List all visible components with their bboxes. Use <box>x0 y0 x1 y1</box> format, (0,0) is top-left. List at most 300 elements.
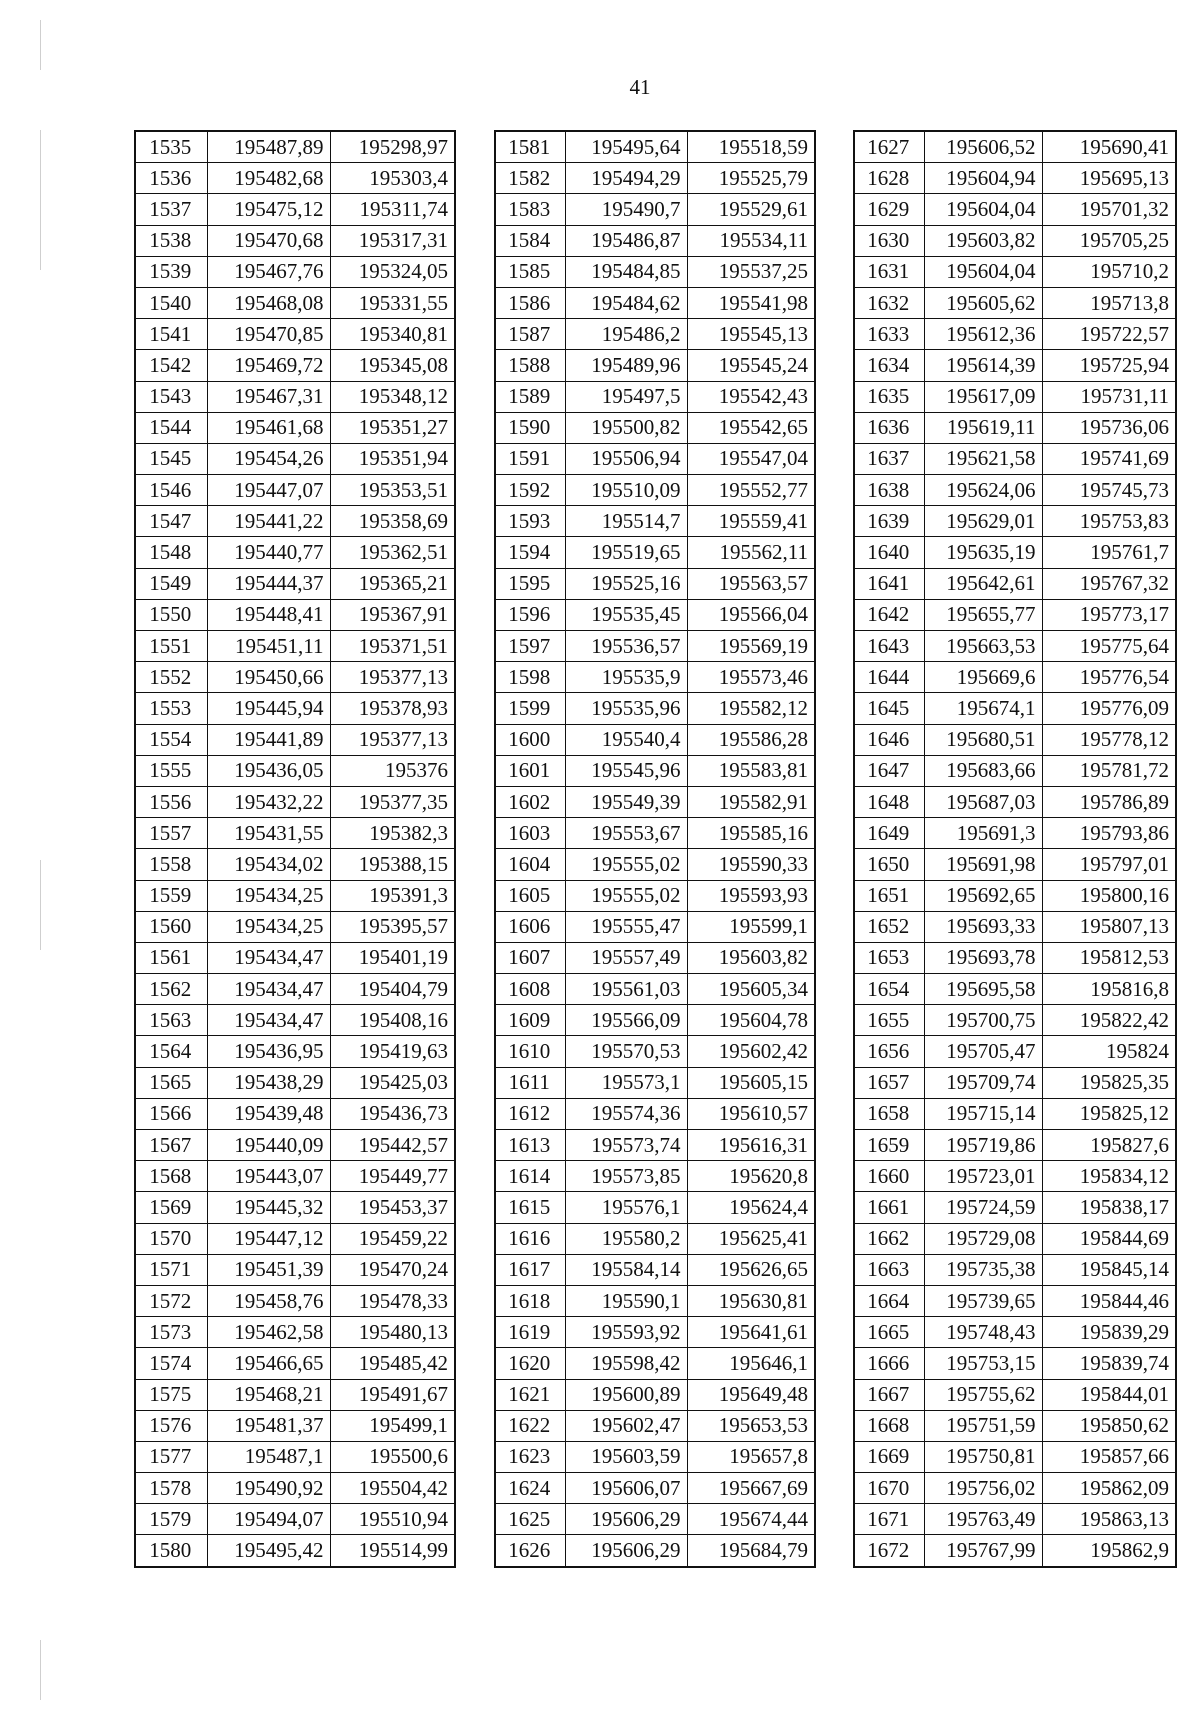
coordinate-x-cell: 195467,76 <box>207 256 330 287</box>
coordinate-x-cell: 195497,5 <box>565 381 687 412</box>
table-row <box>854 568 1176 599</box>
coordinate-x-cell: 195719,86 <box>924 1130 1042 1161</box>
coordinate-y-cell: 195674,44 <box>687 1504 815 1535</box>
coordinate-y-cell: 195585,16 <box>687 818 815 849</box>
point-number-cell: 1609 <box>495 1005 565 1036</box>
coordinate-table-1 <box>134 130 456 1568</box>
table-row <box>135 1348 455 1379</box>
coordinate-y-cell: 195348,12 <box>330 381 455 412</box>
coordinate-x-cell: 195555,02 <box>565 849 687 880</box>
point-number-cell: 1649 <box>854 818 924 849</box>
coordinate-y-cell: 195378,93 <box>330 693 455 724</box>
point-number-cell: 1671 <box>854 1504 924 1535</box>
coordinate-x-cell: 195470,68 <box>207 225 330 256</box>
coordinate-x-cell: 195451,11 <box>207 631 330 662</box>
table-row <box>495 131 815 163</box>
coordinate-x-cell: 195691,98 <box>924 849 1042 880</box>
coordinate-x-cell: 195458,76 <box>207 1285 330 1316</box>
point-number-cell: 1564 <box>135 1036 207 1067</box>
coordinate-y-cell: 195844,01 <box>1042 1379 1176 1410</box>
coordinate-x-cell: 195604,94 <box>924 163 1042 194</box>
point-number-cell: 1645 <box>854 693 924 724</box>
table-row <box>854 1005 1176 1036</box>
point-number-cell: 1570 <box>135 1223 207 1254</box>
coordinate-y-cell: 195371,51 <box>330 631 455 662</box>
coordinate-x-cell: 195436,95 <box>207 1036 330 1067</box>
table-row <box>854 1441 1176 1472</box>
point-number-cell: 1625 <box>495 1504 565 1535</box>
point-number-cell: 1557 <box>135 818 207 849</box>
coordinate-y-cell: 195667,69 <box>687 1473 815 1504</box>
point-number-cell: 1664 <box>854 1285 924 1316</box>
table-row <box>135 287 455 318</box>
table-row <box>135 1192 455 1223</box>
coordinate-y-cell: 195684,79 <box>687 1535 815 1567</box>
coordinate-y-cell: 195775,64 <box>1042 631 1176 662</box>
point-number-cell: 1561 <box>135 942 207 973</box>
coordinate-x-cell: 195445,32 <box>207 1192 330 1223</box>
coordinate-x-cell: 195519,65 <box>565 537 687 568</box>
point-number-cell: 1607 <box>495 942 565 973</box>
coordinate-y-cell: 195786,89 <box>1042 786 1176 817</box>
coordinate-x-cell: 195434,47 <box>207 1005 330 1036</box>
point-number-cell: 1571 <box>135 1254 207 1285</box>
coordinate-x-cell: 195598,42 <box>565 1348 687 1379</box>
coordinate-x-cell: 195693,33 <box>924 911 1042 942</box>
point-number-cell: 1611 <box>495 1067 565 1098</box>
coordinate-y-cell: 195377,35 <box>330 786 455 817</box>
point-number-cell: 1617 <box>495 1254 565 1285</box>
coordinate-y-cell: 195478,33 <box>330 1285 455 1316</box>
coordinate-x-cell: 195604,04 <box>924 256 1042 287</box>
table-row <box>854 942 1176 973</box>
coordinate-x-cell: 195695,58 <box>924 974 1042 1005</box>
coordinate-y-cell: 195563,57 <box>687 568 815 599</box>
table-row <box>495 911 815 942</box>
table-row <box>135 256 455 287</box>
coordinate-y-cell: 195559,41 <box>687 506 815 537</box>
table-row <box>495 287 815 318</box>
coordinate-x-cell: 195482,68 <box>207 163 330 194</box>
coordinate-x-cell: 195467,31 <box>207 381 330 412</box>
point-number-cell: 1555 <box>135 755 207 786</box>
coordinate-y-cell: 195566,04 <box>687 599 815 630</box>
point-number-cell: 1640 <box>854 537 924 568</box>
coordinate-y-cell: 195552,77 <box>687 475 815 506</box>
coordinate-y-cell: 195725,94 <box>1042 350 1176 381</box>
point-number-cell: 1572 <box>135 1285 207 1316</box>
table-row <box>854 1223 1176 1254</box>
point-number-cell: 1574 <box>135 1348 207 1379</box>
scan-edge-mark <box>40 130 41 270</box>
point-number-cell: 1637 <box>854 443 924 474</box>
point-number-cell: 1642 <box>854 599 924 630</box>
coordinate-y-cell: 195573,46 <box>687 662 815 693</box>
coordinate-x-cell: 195495,64 <box>565 131 687 163</box>
table-row <box>495 1379 815 1410</box>
coordinate-x-cell: 195439,48 <box>207 1098 330 1129</box>
point-number-cell: 1647 <box>854 755 924 786</box>
coordinate-y-cell: 195547,04 <box>687 443 815 474</box>
coordinate-x-cell: 195440,77 <box>207 537 330 568</box>
coordinate-y-cell: 195781,72 <box>1042 755 1176 786</box>
coordinate-y-cell: 195713,8 <box>1042 287 1176 318</box>
coordinate-x-cell: 195553,67 <box>565 818 687 849</box>
table-row <box>495 1535 815 1567</box>
coordinate-y-cell: 195834,12 <box>1042 1161 1176 1192</box>
point-number-cell: 1569 <box>135 1192 207 1223</box>
table-row <box>135 631 455 662</box>
coordinate-x-cell: 195555,02 <box>565 880 687 911</box>
coordinate-y-cell: 195324,05 <box>330 256 455 287</box>
point-number-cell: 1546 <box>135 475 207 506</box>
table-row <box>854 1285 1176 1316</box>
point-number-cell: 1606 <box>495 911 565 942</box>
table-row <box>854 256 1176 287</box>
coordinate-y-cell: 195525,79 <box>687 163 815 194</box>
coordinate-x-cell: 195767,99 <box>924 1535 1042 1567</box>
table-row <box>135 1504 455 1535</box>
coordinate-y-cell: 195722,57 <box>1042 319 1176 350</box>
coordinate-y-cell: 195625,41 <box>687 1223 815 1254</box>
coordinate-y-cell: 195311,74 <box>330 194 455 225</box>
table-row <box>135 693 455 724</box>
coordinate-y-cell: 195514,99 <box>330 1535 455 1567</box>
coordinate-y-cell: 195537,25 <box>687 256 815 287</box>
point-number-cell: 1599 <box>495 693 565 724</box>
coordinate-x-cell: 195445,94 <box>207 693 330 724</box>
coordinate-x-cell: 195750,81 <box>924 1441 1042 1472</box>
coordinate-y-cell: 195710,2 <box>1042 256 1176 287</box>
table-row <box>495 1223 815 1254</box>
coordinate-y-cell: 195816,8 <box>1042 974 1176 1005</box>
table-row <box>135 1535 455 1567</box>
coordinate-y-cell: 195605,34 <box>687 974 815 1005</box>
table-row <box>135 131 455 163</box>
coordinate-x-cell: 195691,3 <box>924 818 1042 849</box>
table-row <box>135 880 455 911</box>
coordinate-y-cell: 195701,32 <box>1042 194 1176 225</box>
coordinate-y-cell: 195365,21 <box>330 568 455 599</box>
point-number-cell: 1605 <box>495 880 565 911</box>
coordinate-x-cell: 195635,19 <box>924 537 1042 568</box>
coordinate-x-cell: 195434,25 <box>207 880 330 911</box>
coordinate-y-cell: 195542,43 <box>687 381 815 412</box>
coordinate-y-cell: 195391,3 <box>330 880 455 911</box>
point-number-cell: 1577 <box>135 1441 207 1472</box>
table-row <box>495 662 815 693</box>
table-row <box>495 1317 815 1348</box>
coordinate-x-cell: 195751,59 <box>924 1410 1042 1441</box>
coordinate-x-cell: 195584,14 <box>565 1254 687 1285</box>
point-number-cell: 1544 <box>135 412 207 443</box>
coordinate-y-cell: 195401,19 <box>330 942 455 973</box>
coordinate-y-cell: 195603,82 <box>687 942 815 973</box>
coordinate-x-cell: 195514,7 <box>565 506 687 537</box>
point-number-cell: 1612 <box>495 1098 565 1129</box>
point-number-cell: 1635 <box>854 381 924 412</box>
point-number-cell: 1629 <box>854 194 924 225</box>
table-row <box>854 163 1176 194</box>
coordinate-y-cell: 195453,37 <box>330 1192 455 1223</box>
point-number-cell: 1641 <box>854 568 924 599</box>
coordinate-y-cell: 195340,81 <box>330 319 455 350</box>
point-number-cell: 1636 <box>854 412 924 443</box>
table-row <box>135 568 455 599</box>
coordinate-y-cell: 195377,13 <box>330 724 455 755</box>
coordinate-x-cell: 195614,39 <box>924 350 1042 381</box>
coordinate-y-cell: 195844,46 <box>1042 1285 1176 1316</box>
coordinate-y-cell: 195797,01 <box>1042 849 1176 880</box>
table-row <box>854 631 1176 662</box>
point-number-cell: 1594 <box>495 537 565 568</box>
coordinate-x-cell: 195545,96 <box>565 755 687 786</box>
coordinate-x-cell: 195603,59 <box>565 1441 687 1472</box>
table-row <box>495 1410 815 1441</box>
coordinate-x-cell: 195494,07 <box>207 1504 330 1535</box>
coordinate-x-cell: 195434,02 <box>207 849 330 880</box>
table-row <box>135 818 455 849</box>
coordinate-y-cell: 195767,32 <box>1042 568 1176 599</box>
point-number-cell: 1550 <box>135 599 207 630</box>
coordinate-y-cell: 195602,42 <box>687 1036 815 1067</box>
coordinate-y-cell: 195583,81 <box>687 755 815 786</box>
point-number-cell: 1651 <box>854 880 924 911</box>
coordinate-y-cell: 195705,25 <box>1042 225 1176 256</box>
point-number-cell: 1662 <box>854 1223 924 1254</box>
point-number-cell: 1627 <box>854 131 924 163</box>
coordinate-x-cell: 195739,65 <box>924 1285 1042 1316</box>
coordinate-x-cell: 195602,47 <box>565 1410 687 1441</box>
coordinate-x-cell: 195440,09 <box>207 1130 330 1161</box>
coordinate-x-cell: 195549,39 <box>565 786 687 817</box>
table-row <box>854 537 1176 568</box>
coordinate-x-cell: 195655,77 <box>924 599 1042 630</box>
coordinate-x-cell: 195576,1 <box>565 1192 687 1223</box>
point-number-cell: 1669 <box>854 1441 924 1472</box>
point-number-cell: 1630 <box>854 225 924 256</box>
coordinate-x-cell: 195466,65 <box>207 1348 330 1379</box>
point-number-cell: 1624 <box>495 1473 565 1504</box>
coordinate-y-cell: 195395,57 <box>330 911 455 942</box>
coordinate-y-cell: 195593,93 <box>687 880 815 911</box>
point-number-cell: 1562 <box>135 974 207 1005</box>
coordinate-y-cell: 195504,42 <box>330 1473 455 1504</box>
point-number-cell: 1553 <box>135 693 207 724</box>
table-row <box>495 381 815 412</box>
coordinate-x-cell: 195451,39 <box>207 1254 330 1285</box>
coordinate-y-cell: 195745,73 <box>1042 475 1176 506</box>
coordinate-y-cell: 195491,67 <box>330 1379 455 1410</box>
coordinate-x-cell: 195510,09 <box>565 475 687 506</box>
coordinate-y-cell: 195822,42 <box>1042 1005 1176 1036</box>
coordinate-x-cell: 195606,52 <box>924 131 1042 163</box>
point-number-cell: 1658 <box>854 1098 924 1129</box>
table-row <box>135 1473 455 1504</box>
coordinate-y-cell: 195753,83 <box>1042 506 1176 537</box>
page-number: 41 <box>629 75 651 99</box>
table-row <box>135 1223 455 1254</box>
coordinate-x-cell: 195490,92 <box>207 1473 330 1504</box>
point-number-cell: 1590 <box>495 412 565 443</box>
table-row <box>495 786 815 817</box>
coordinate-y-cell: 195404,79 <box>330 974 455 1005</box>
coordinate-x-cell: 195434,47 <box>207 942 330 973</box>
coordinate-y-cell: 195641,61 <box>687 1317 815 1348</box>
table-row <box>854 818 1176 849</box>
coordinate-x-cell: 195484,85 <box>565 256 687 287</box>
coordinate-y-cell: 195857,66 <box>1042 1441 1176 1472</box>
coordinate-x-cell: 195432,22 <box>207 786 330 817</box>
table-row <box>495 1130 815 1161</box>
point-number-cell: 1608 <box>495 974 565 1005</box>
point-number-cell: 1634 <box>854 350 924 381</box>
coordinate-x-cell: 195680,51 <box>924 724 1042 755</box>
coordinate-x-cell: 195468,08 <box>207 287 330 318</box>
table-row <box>135 1161 455 1192</box>
coordinate-y-cell: 195624,4 <box>687 1192 815 1223</box>
point-number-cell: 1652 <box>854 911 924 942</box>
coordinate-x-cell: 195447,07 <box>207 475 330 506</box>
coordinate-x-cell: 195687,03 <box>924 786 1042 817</box>
table-row <box>135 724 455 755</box>
point-number-cell: 1666 <box>854 1348 924 1379</box>
point-number-cell: 1616 <box>495 1223 565 1254</box>
coordinate-y-cell: 195358,69 <box>330 506 455 537</box>
coordinate-y-cell: 195480,13 <box>330 1317 455 1348</box>
point-number-cell: 1554 <box>135 724 207 755</box>
point-number-cell: 1660 <box>854 1161 924 1192</box>
table-row <box>135 225 455 256</box>
point-number-cell: 1668 <box>854 1410 924 1441</box>
coordinate-x-cell: 195450,66 <box>207 662 330 693</box>
coordinate-y-cell: 195695,13 <box>1042 163 1176 194</box>
coordinate-x-cell: 195443,07 <box>207 1161 330 1192</box>
coordinate-y-cell: 195534,11 <box>687 225 815 256</box>
coordinate-x-cell: 195621,58 <box>924 443 1042 474</box>
coordinate-x-cell: 195555,47 <box>565 911 687 942</box>
table-row <box>495 599 815 630</box>
coordinate-y-cell: 195376 <box>330 755 455 786</box>
coordinate-x-cell: 195535,45 <box>565 599 687 630</box>
table-row <box>495 1504 815 1535</box>
point-number-cell: 1547 <box>135 506 207 537</box>
point-number-cell: 1549 <box>135 568 207 599</box>
point-number-cell: 1659 <box>854 1130 924 1161</box>
coordinate-x-cell: 195763,49 <box>924 1504 1042 1535</box>
coordinate-x-cell: 195612,36 <box>924 319 1042 350</box>
table-row <box>135 849 455 880</box>
coordinate-x-cell: 195674,1 <box>924 693 1042 724</box>
point-number-cell: 1586 <box>495 287 565 318</box>
coordinate-x-cell: 195535,9 <box>565 662 687 693</box>
coordinate-y-cell: 195825,12 <box>1042 1098 1176 1129</box>
table-row <box>495 1254 815 1285</box>
coordinate-x-cell: 195447,12 <box>207 1223 330 1254</box>
coordinate-y-cell: 195351,94 <box>330 443 455 474</box>
point-number-cell: 1646 <box>854 724 924 755</box>
coordinate-x-cell: 195506,94 <box>565 443 687 474</box>
table-row <box>495 1441 815 1472</box>
coordinate-x-cell: 195705,47 <box>924 1036 1042 1067</box>
table-row <box>854 1098 1176 1129</box>
coordinate-y-cell: 195542,65 <box>687 412 815 443</box>
coordinate-y-cell: 195499,1 <box>330 1410 455 1441</box>
coordinate-y-cell: 195778,12 <box>1042 724 1176 755</box>
coordinate-x-cell: 195669,6 <box>924 662 1042 693</box>
point-number-cell: 1633 <box>854 319 924 350</box>
coordinate-y-cell: 195827,6 <box>1042 1130 1176 1161</box>
table-row <box>854 506 1176 537</box>
coordinate-x-cell: 195448,41 <box>207 599 330 630</box>
coordinate-x-cell: 195693,78 <box>924 942 1042 973</box>
table-row <box>135 1441 455 1472</box>
coordinate-x-cell: 195566,09 <box>565 1005 687 1036</box>
coordinate-x-cell: 195487,1 <box>207 1441 330 1472</box>
point-number-cell: 1581 <box>495 131 565 163</box>
point-number-cell: 1579 <box>135 1504 207 1535</box>
table-row <box>854 1036 1176 1067</box>
coordinate-y-cell: 195331,55 <box>330 287 455 318</box>
table-row <box>135 506 455 537</box>
coordinate-y-cell: 195303,4 <box>330 163 455 194</box>
point-number-cell: 1563 <box>135 1005 207 1036</box>
table-row <box>854 131 1176 163</box>
point-number-cell: 1618 <box>495 1285 565 1316</box>
table-row <box>495 256 815 287</box>
coordinate-y-cell: 195838,17 <box>1042 1192 1176 1223</box>
table-row <box>495 1285 815 1316</box>
point-number-cell: 1665 <box>854 1317 924 1348</box>
table-row <box>854 319 1176 350</box>
table-row <box>854 724 1176 755</box>
point-number-cell: 1537 <box>135 194 207 225</box>
table-row <box>135 1410 455 1441</box>
point-number-cell: 1632 <box>854 287 924 318</box>
coordinate-x-cell: 195475,12 <box>207 194 330 225</box>
coordinate-x-cell: 195454,26 <box>207 443 330 474</box>
point-number-cell: 1582 <box>495 163 565 194</box>
point-number-cell: 1538 <box>135 225 207 256</box>
coordinate-x-cell: 195756,02 <box>924 1473 1042 1504</box>
point-number-cell: 1541 <box>135 319 207 350</box>
table-row <box>135 412 455 443</box>
point-number-cell: 1663 <box>854 1254 924 1285</box>
point-number-cell: 1548 <box>135 537 207 568</box>
point-number-cell: 1589 <box>495 381 565 412</box>
coordinate-x-cell: 195729,08 <box>924 1223 1042 1254</box>
table-row <box>854 381 1176 412</box>
table-row <box>135 599 455 630</box>
table-row <box>135 1285 455 1316</box>
table-row <box>854 755 1176 786</box>
coordinate-y-cell: 195824 <box>1042 1036 1176 1067</box>
coordinate-x-cell: 195434,47 <box>207 974 330 1005</box>
coordinate-y-cell: 195408,16 <box>330 1005 455 1036</box>
point-number-cell: 1601 <box>495 755 565 786</box>
table-row <box>495 880 815 911</box>
table-row <box>135 1005 455 1036</box>
coordinate-y-cell: 195862,09 <box>1042 1473 1176 1504</box>
coordinate-x-cell: 195724,59 <box>924 1192 1042 1223</box>
scan-edge-mark <box>40 860 41 950</box>
table-row <box>854 974 1176 1005</box>
coordinate-x-cell: 195470,85 <box>207 319 330 350</box>
table-row <box>495 412 815 443</box>
point-number-cell: 1556 <box>135 786 207 817</box>
coordinate-y-cell: 195351,27 <box>330 412 455 443</box>
point-number-cell: 1559 <box>135 880 207 911</box>
